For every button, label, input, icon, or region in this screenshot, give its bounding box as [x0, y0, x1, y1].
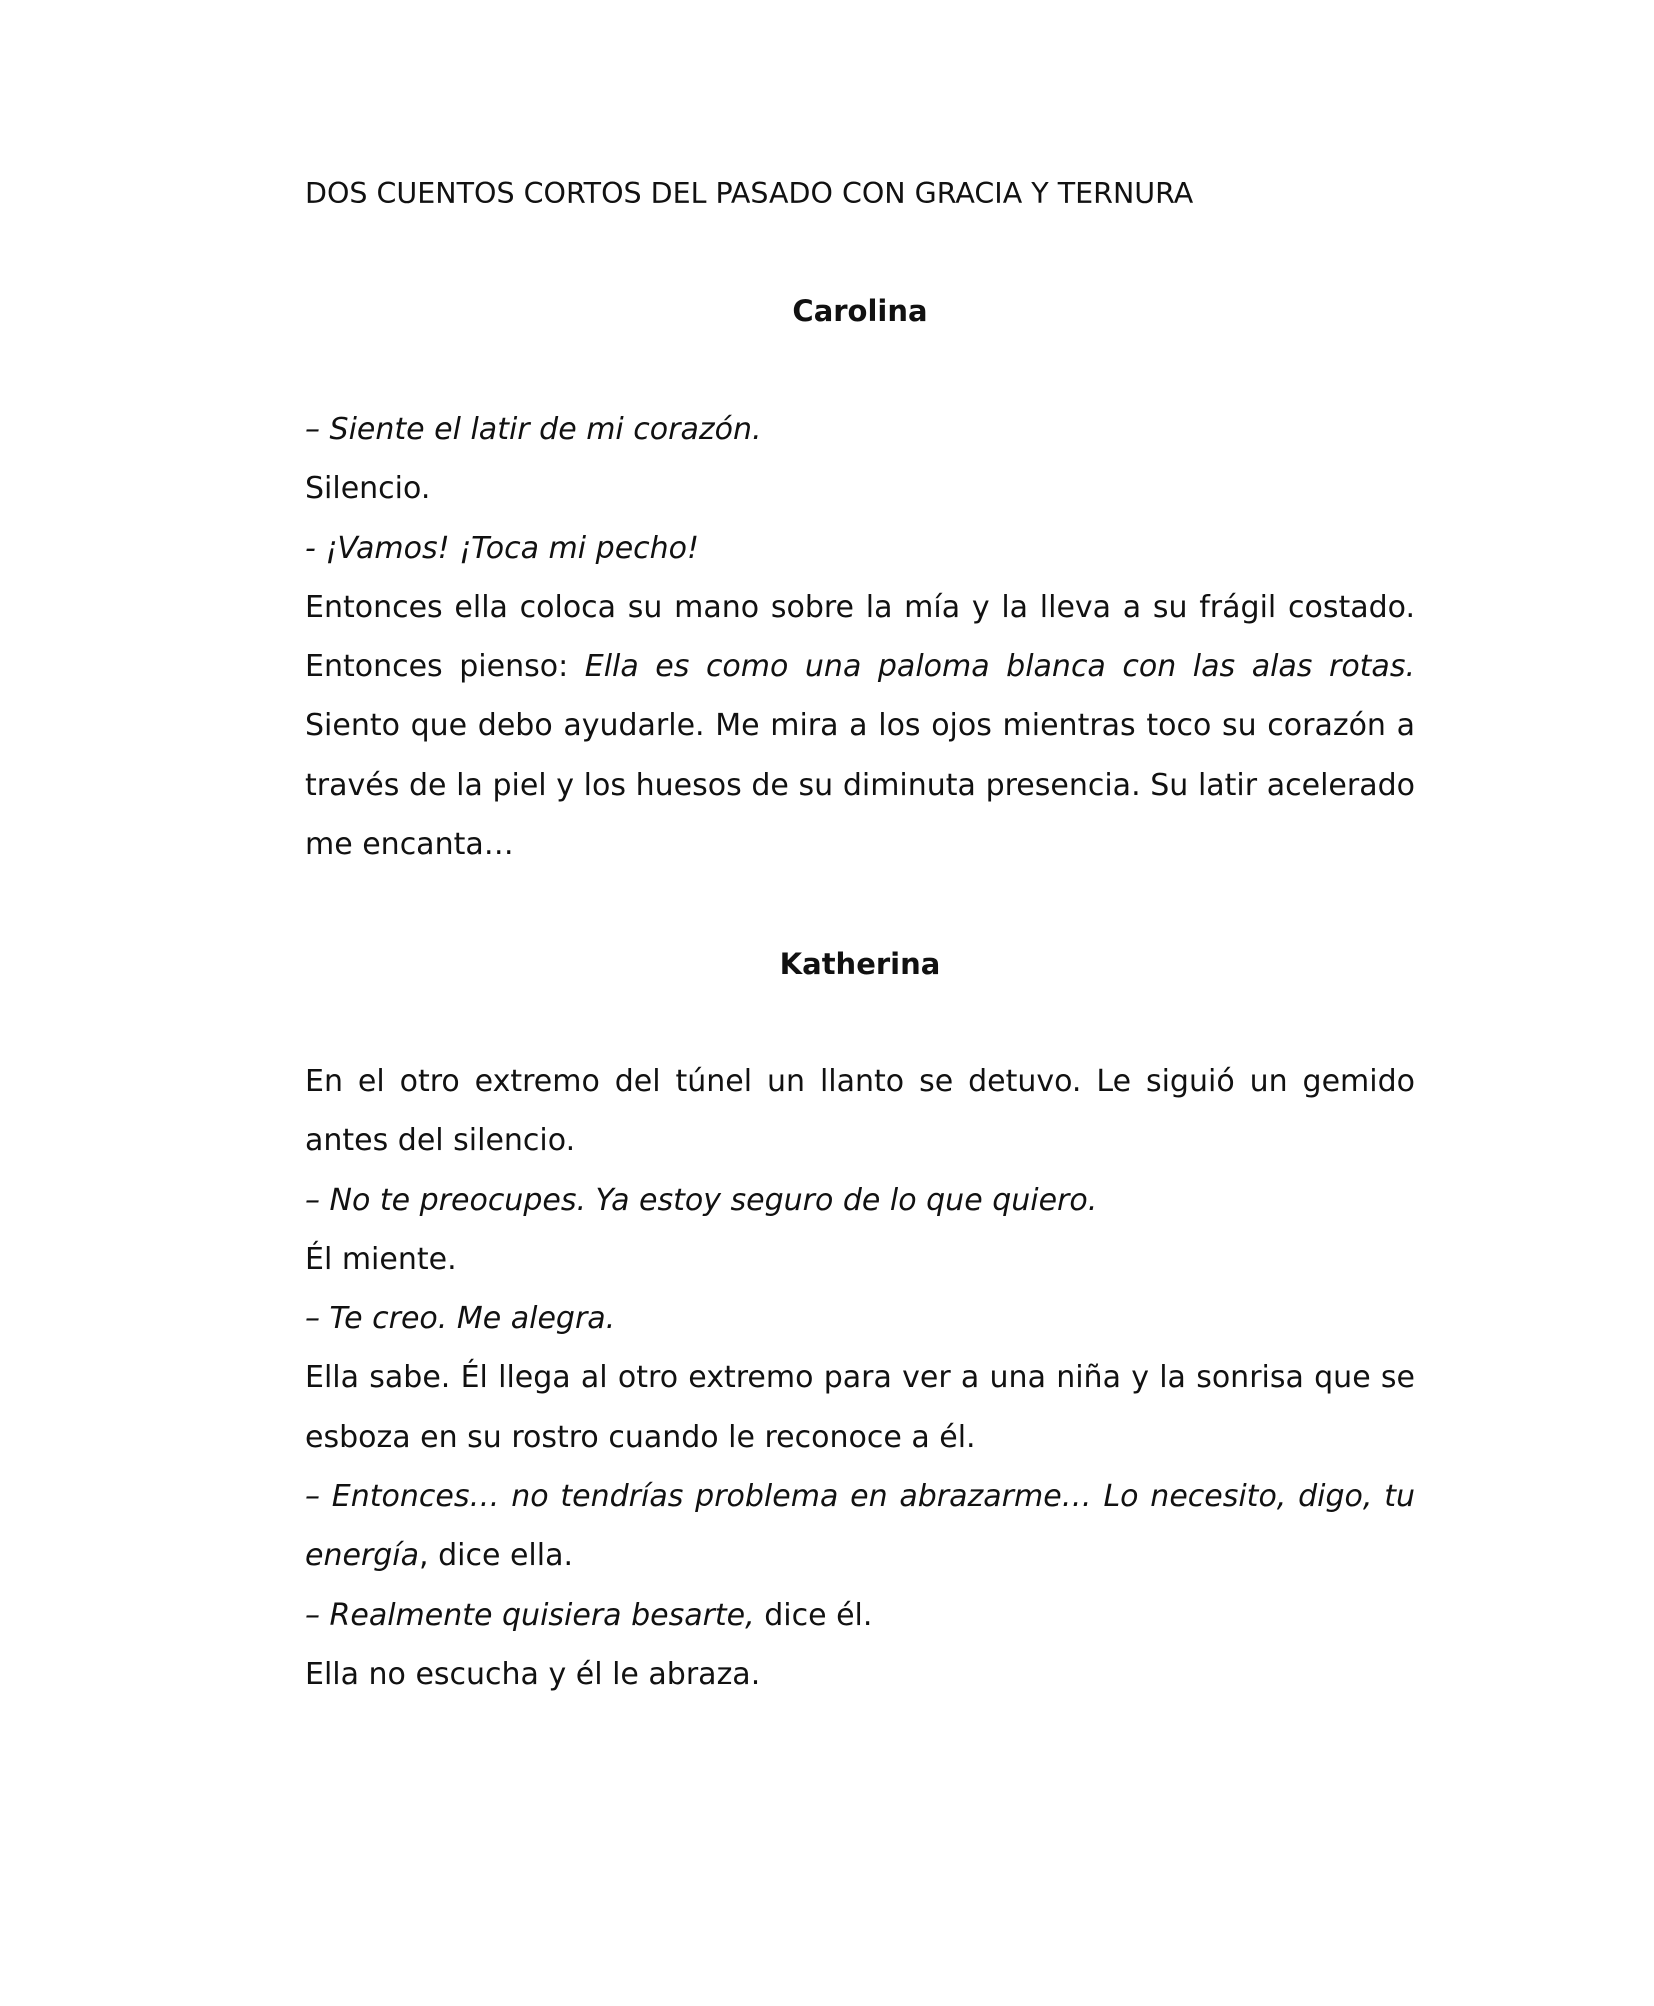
narration-paragraph: En el otro extremo del túnel un llanto se detuvo. Le siguió un gemido antes del silencio. [305, 1064, 1415, 1159]
story-title-carolina: Carolina [792, 294, 928, 328]
dialogue-paragraph [305, 1467, 1415, 1586]
dialogue-line [305, 400, 1415, 459]
paragraph-italic-text: Ella es como una paloma blanca con las alas rotas. [584, 649, 1415, 685]
dialogue-text: – No te preocupes. Ya estoy seguro de lo que quiero. [305, 1182, 1098, 1218]
narration-line: Ella no escucha y él le abraza. [305, 1656, 761, 1692]
dialogue-text: – Te creo. Me alegra. [305, 1301, 616, 1337]
narration-paragraph [305, 578, 1415, 874]
paragraph-text: Entonces ella coloca su mano sobre la mía y la lleva a su frágil costado. Entonces pienso: [305, 589, 1415, 685]
narration-paragraph: Ella sabe. Él llega al otro extremo para ver a una niña y la sonrisa que se esboza en su rostro cuando le reconoce a él. [305, 1360, 1415, 1455]
dialogue-line [305, 1289, 1415, 1348]
document-title: DOS CUENTOS CORTOS DEL PASADO CON GRACIA Y TERNURA [305, 177, 1194, 210]
paragraph-text: Siento que debo ayudarle. Me mira a los ojos mientras toco su corazón a través de la piel y los huesos de su diminuta presencia. Su latir acelerado me encanta… [305, 708, 1415, 863]
narration-line: Él miente. [305, 1241, 457, 1277]
story-title-katherina: Katherina [779, 947, 941, 981]
dialogue-tag: , dice ella. [419, 1538, 574, 1574]
dialogue-text: – Siente el latir de mi corazón. [305, 412, 762, 447]
dialogue-line [305, 1171, 1415, 1230]
dialogue-text: – Realmente quisiera besarte, [305, 1597, 755, 1633]
narration-line: Silencio. [305, 471, 431, 507]
story-carolina [305, 400, 1415, 874]
dialogue-tag: dice él. [754, 1597, 873, 1633]
dialogue-text: – Entonces… no tendrías problema en abrazarme… Lo necesito, digo, tu energía [305, 1479, 1415, 1574]
story-katherina [305, 1052, 1415, 1704]
dialogue-line [305, 1586, 1415, 1645]
dialogue-line [305, 519, 1415, 578]
dialogue-text: - ¡Vamos! ¡Toca mi pecho! [305, 530, 700, 566]
